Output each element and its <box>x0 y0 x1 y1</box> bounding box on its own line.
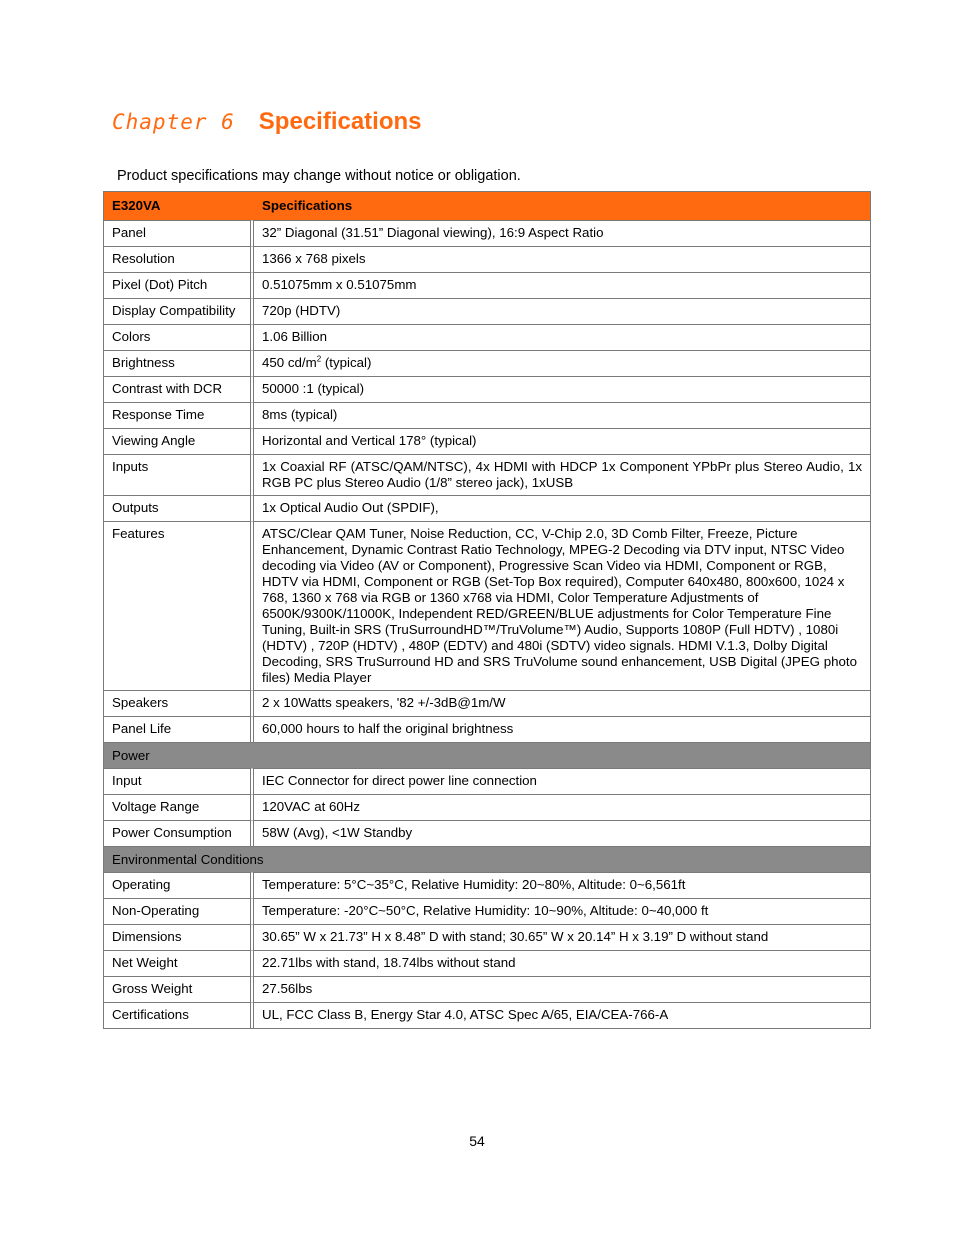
table-row <box>104 950 870 976</box>
table-row <box>104 246 870 272</box>
row-value: 30.65” W x 21.73” H x 8.48” D with stand; 30.65” W x 20.14” H x 3.19” D without stand <box>254 924 870 950</box>
table-header-row <box>104 192 870 220</box>
row-label: Features <box>104 521 254 690</box>
row-value: 50000 :1 (typical) <box>254 376 870 402</box>
row-value: 32” Diagonal (31.51” Diagonal viewing), 16:9 Aspect Ratio <box>254 220 870 246</box>
row-label: Net Weight <box>104 950 254 976</box>
row-value: 120VAC at 60Hz <box>254 794 870 820</box>
row-value: 1x Coaxial RF (ATSC/QAM/NTSC), 4x HDMI with HDCP 1x Component YPbPr plus Stereo Audio, 1x RGB PC plus Stereo Audio (1/8” stereo jack), 1xUSB <box>254 454 870 495</box>
row-value: 1x Optical Audio Out (SPDIF), <box>254 495 870 521</box>
intro-text: Product specifications may change without notice or obligation. <box>117 168 521 184</box>
row-value: 1.06 Billion <box>254 324 870 350</box>
row-label: Brightness <box>104 350 254 376</box>
row-label: Display Compatibility <box>104 298 254 324</box>
row-label: Outputs <box>104 495 254 521</box>
row-value: 720p (HDTV) <box>254 298 870 324</box>
row-label: Non-Operating <box>104 898 254 924</box>
table-row <box>104 402 870 428</box>
row-label: Pixel (Dot) Pitch <box>104 272 254 298</box>
table-row <box>104 976 870 1002</box>
row-value: ATSC/Clear QAM Tuner, Noise Reduction, CC, V-Chip 2.0, 3D Comb Filter, Freeze, Picture Enhancement, Dynamic Contrast Ratio Technology, MPEG-2 Decoding via DTV input, NTSC Video decoding via Video (AV or Component), Progressive Scan Video via HDMI, Component or RGB, HDTV via HDMI, Component or RGB (Set-Top Box required), Computer 640x480, 800x600, 1024 x 768, 1360 x 768 via RGB or 1360 x768 via HDMI, Color Temperature Adjustments of 6500K/9300K/11000K, Independent RED/GREEN/BLUE adjustments for Color Temperature Fine Tuning, Built-in SRS (TruSurroundHD™/TruVolume™) Audio, Supports 1080P (Full HDTV) , 1080i (HDTV) , 720P (HDTV) , 480P (EDTV) and 480i (SDTV) video signals. HDMI V.1.3, Dolby Digital Decoding, SRS TruSurround HD and SRS TruVolume sound enhancement, USB Digital (JPEG photo files) Media Player <box>254 521 870 690</box>
table-row <box>104 924 870 950</box>
row-label: Gross Weight <box>104 976 254 1002</box>
row-label: Panel <box>104 220 254 246</box>
table-row <box>104 428 870 454</box>
page-title: Specifications <box>258 108 422 135</box>
table-row <box>104 820 870 846</box>
section-title: Environmental Conditions <box>104 846 870 872</box>
row-value <box>254 350 870 376</box>
specifications-table <box>103 191 871 1029</box>
row-value: 27.56lbs <box>254 976 870 1002</box>
chapter-heading <box>112 108 422 148</box>
row-label: Speakers <box>104 690 254 716</box>
table-row <box>104 872 870 898</box>
row-label: Certifications <box>104 1002 254 1028</box>
table-row <box>104 220 870 246</box>
brightness-value-suffix: (typical) <box>321 355 372 370</box>
table-row <box>104 350 870 376</box>
table-row <box>104 690 870 716</box>
table-row <box>104 716 870 742</box>
table-row <box>104 1002 870 1028</box>
row-value: Temperature: 5°C~35°C, Relative Humidity: 20~80%, Altitude: 0~6,561ft <box>254 872 870 898</box>
row-value: 2 x 10Watts speakers, '82 +/-3dB@1m/W <box>254 690 870 716</box>
header-model: E320VA <box>104 192 254 220</box>
table-row <box>104 272 870 298</box>
brightness-value-prefix: 450 cd/m <box>262 355 317 370</box>
table-row <box>104 495 870 521</box>
row-label: Power Consumption <box>104 820 254 846</box>
row-value: 1366 x 768 pixels <box>254 246 870 272</box>
row-label: Voltage Range <box>104 794 254 820</box>
section-row-environmental <box>104 846 870 872</box>
table-row <box>104 454 870 495</box>
page-number: 54 <box>469 1133 485 1149</box>
table-row <box>104 298 870 324</box>
row-value: 22.71lbs with stand, 18.74lbs without stand <box>254 950 870 976</box>
row-value: Horizontal and Vertical 178° (typical) <box>254 428 870 454</box>
table-row <box>104 521 870 690</box>
table-row <box>104 768 870 794</box>
table-row <box>104 794 870 820</box>
row-label: Viewing Angle <box>104 428 254 454</box>
section-row-power <box>104 742 870 768</box>
section-title: Power <box>104 742 870 768</box>
row-value: 58W (Avg), <1W Standby <box>254 820 870 846</box>
row-label: Inputs <box>104 454 254 495</box>
chapter-label: Chapter 6 <box>112 110 235 134</box>
table-row <box>104 324 870 350</box>
row-label: Operating <box>104 872 254 898</box>
row-value: 8ms (typical) <box>254 402 870 428</box>
row-label: Colors <box>104 324 254 350</box>
row-value: 60,000 hours to half the original brightness <box>254 716 870 742</box>
row-label: Dimensions <box>104 924 254 950</box>
row-label: Contrast with DCR <box>104 376 254 402</box>
header-specifications: Specifications <box>254 192 870 220</box>
row-value: UL, FCC Class B, Energy Star 4.0, ATSC Spec A/65, EIA/CEA-766-A <box>254 1002 870 1028</box>
row-value: IEC Connector for direct power line connection <box>254 768 870 794</box>
row-value: Temperature: -20°C~50°C, Relative Humidity: 10~90%, Altitude: 0~40,000 ft <box>254 898 870 924</box>
brightness-value-superscript: 2 <box>316 354 322 364</box>
table-row <box>104 898 870 924</box>
row-label: Response Time <box>104 402 254 428</box>
table-row <box>104 376 870 402</box>
row-label: Resolution <box>104 246 254 272</box>
row-label: Input <box>104 768 254 794</box>
row-value: 0.51075mm x 0.51075mm <box>254 272 870 298</box>
row-label: Panel Life <box>104 716 254 742</box>
